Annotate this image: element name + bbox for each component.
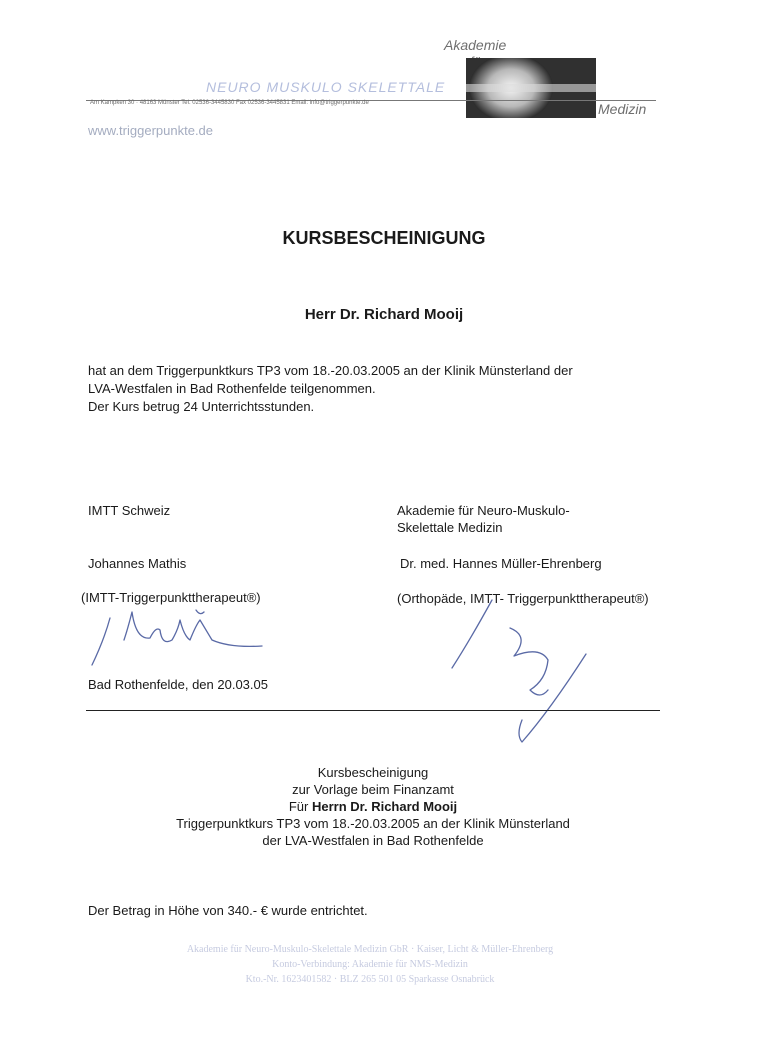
left-org: IMTT Schweiz [88,503,171,518]
body-line-3: Der Kurs betrug 24 Unterrichtsstunden. [88,399,315,414]
right-org-line-2: Skelettale Medizin [397,520,503,535]
certificate-body [88,362,573,416]
logo-graphic-icon [466,58,596,118]
body-line-2: LVA-Westfalen in Bad Rothenfelde teilgenommen. [88,381,376,396]
contact-line: Am Kampken 30 · 48163 Münster Tel. 02536-3445830 Fax 02536-3445831 Email: info@triggerpunkte.de [90,100,369,106]
logo-nms-text: NEURO MUSKULO SKELETTALE [206,79,446,95]
tax-line-3-prefix: Für [288,799,312,814]
body-line-1: hat an dem Triggerpunktkurs TP3 vom 18.-20.03.2005 an der Klinik Münsterland der [88,363,573,378]
logo-medizin-text: Medizin [598,101,647,117]
right-name: Dr. med. Hannes Müller-Ehrenberg [400,556,602,571]
website-link[interactable]: www.triggerpunkte.de [88,123,214,138]
place-date: Bad Rothenfelde, den 20.03.05 [88,677,268,692]
logo-akademie-text: Akademie [444,37,507,53]
amount-line: Der Betrag in Höhe von 340.- € wurde entrichtet. [88,903,368,918]
page-title: KURSBESCHEINIGUNG [282,228,486,248]
tax-line-5: der LVA-Westfalen in Bad Rothenfelde [262,833,484,848]
tax-line-4: Triggerpunktkurs TP3 vom 18.-20.03.2005 an der Klinik Münsterland [176,816,570,831]
tax-recipient-name: Herrn Dr. Richard Mooij [311,799,458,814]
tax-line-3 [0,798,746,815]
footer-line-1: Akademie für Neuro-Muskulo-Skelettale Medizin GbR · Kaiser, Licht & Müller-Ehrenberg [186,944,554,955]
signature-mathis [92,610,262,665]
footer [0,942,740,987]
recipient-name: Herr Dr. Richard Mooij [304,306,464,323]
signature-mueller-ehrenberg [452,600,586,742]
tax-line-2: zur Vorlage beim Finanzamt [292,782,454,797]
footer-line-3: Kto.-Nr. 1623401582 · BLZ 265 501 05 Sparkasse Osnabrück [245,974,495,985]
section-divider [86,710,660,711]
right-org [397,502,570,536]
tax-section [0,764,746,849]
left-role: (IMTT-Triggerpunkttherapeut®) [81,590,261,605]
tax-line-1: Kursbescheinigung [317,765,429,780]
left-name: Johannes Mathis [88,556,187,571]
right-org-line-1: Akademie für Neuro-Muskulo- [397,503,570,518]
right-role: (Orthopäde, IMTT- Triggerpunkttherapeut®) [397,591,649,606]
footer-line-2: Konto-Verbindung: Akademie für NMS-Medizin [272,959,468,970]
